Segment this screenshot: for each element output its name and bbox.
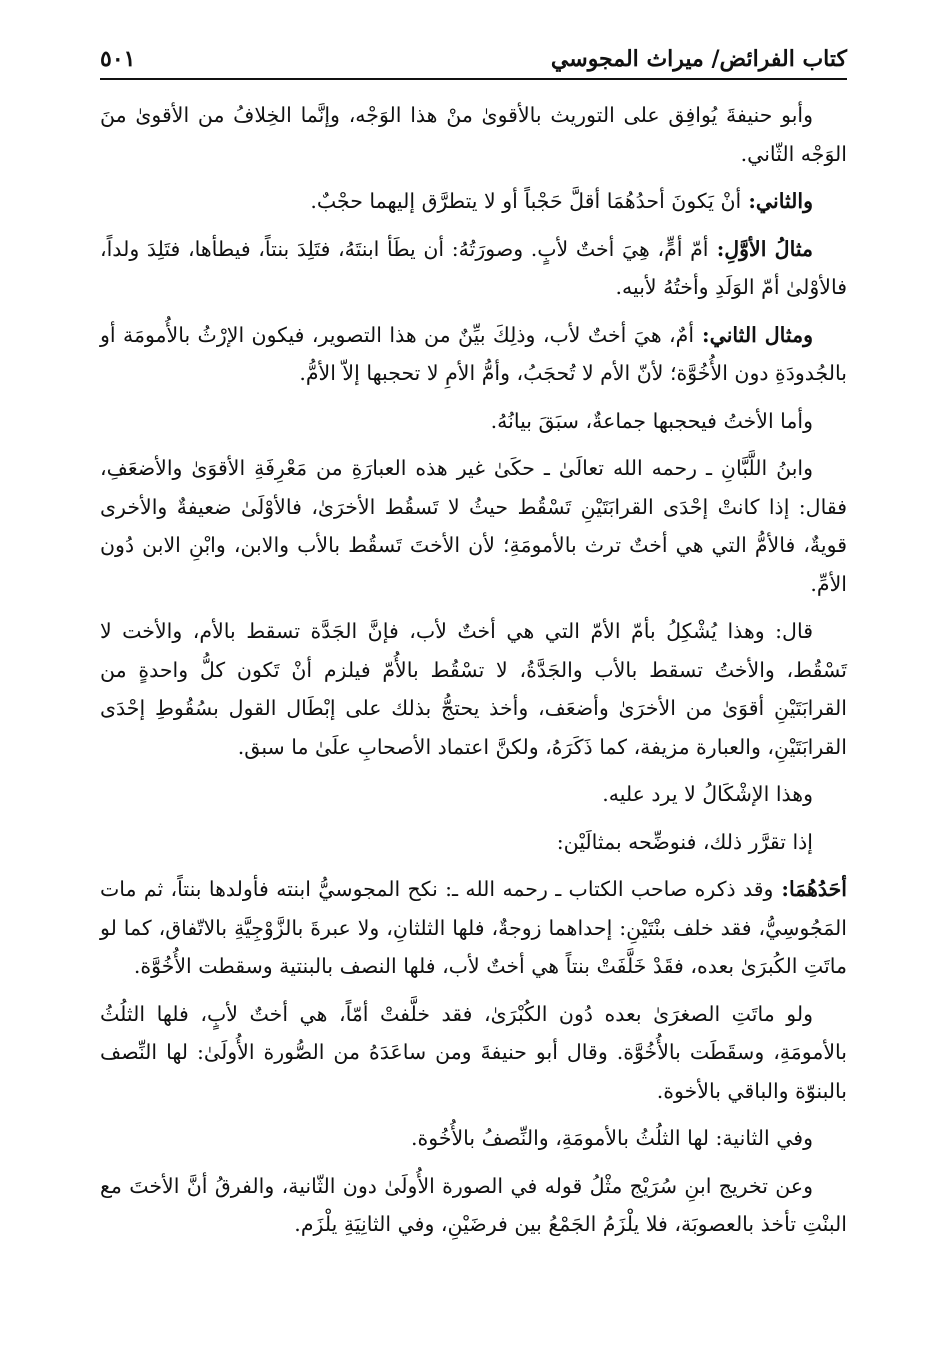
paragraph: [100, 449, 847, 603]
paragraph: [100, 612, 847, 766]
paragraph-text: أمّ أمٍّ، هِيَ أختٌ لأبٍ. وصورَتُهُ: أن يطَأ ابنتَهُ، فتَلِدَ بنتاً، فيطأها، فتَلِدَ ولداً، فالأوْلىٰ أمّ الوَلَدِ وأختُهُ لأبيه.: [100, 236, 847, 299]
paragraph-text: أنْ يَكونَ أحدُهُمَا أقلَّ حَجْباً أو لا يتطرَّق إليهما حجْبٌ.: [310, 189, 742, 213]
paragraph-lead: مثالُ الأوَّلِ:: [708, 236, 813, 261]
paragraph-lead: أحَدُهُمَا:: [773, 877, 847, 901]
paragraph-text: قال: وهذا يُشْكِلُ بأمّ الأمّ التي هي أختٌ لأب، فإنَّ الجَدَّة تسقط بالأم، والأخت لا تَسْقُط، والأختُ تسقط بالأب والجَدَّةُ، لا تسْقُط بالأُمّ فيلزم أنْ تَكون كلُّ واحدةٍ من القرابَتَيْنِ أقوَىٰ من الأخرَىٰ وأضعَف، وأخذ يحتجُّ بذلك على إبْطَال القول بسُقُوطِ إحْدَى القرابَتَيْنِ، والعبارة مزيفة، كما ذَكَرَهُ، ولكنَّ اعتماد الأصحابِ علَىٰ ما سبق.: [100, 619, 847, 759]
paragraph-text: وابنُ اللَّبَّانِ ـ رحمه الله تعالَىٰ ـ حكَىٰ غير هذه العبارَةِ من مَعْرِفَةِ الأقوَىٰ والأضعَفِ، فقال: إذا كانتْ إحْدَى القرابَتَيْنِ تَسْقُط حيثُ لا تَسقُط الأخرَىٰ، فالأوْلَىٰ ضعيفةٌ والأخرى قويةٌ، فالأمُّ التي هي أختٌ ترث بالأمومَةِ؛ لأن الأختَ تَسقُط بالأب والابن، وابْنِ الابن دُون الأمِّ.: [100, 456, 847, 596]
paragraph: [100, 316, 847, 393]
paragraph-lead: ومثال الثاني:: [694, 322, 813, 347]
paragraph: [100, 823, 847, 862]
paragraph-text: وعن تخريج ابنِ سُرَيْج مثْلُ قوله في الصورة الأُولَىٰ دون الثّانية، والفرقُ أنَّ الأختَ مع البنْتِ تأخذ بالعصوبَة، فلا يلْزَمُ الجَمْعُ بين فرضَيْنِ، وفي الثانِيَةِ يلْزَم.: [100, 1173, 847, 1236]
running-title: كتاب الفرائض/ ميراث المجوسي: [550, 46, 847, 72]
paragraph-text: وهذا الإشْكَالُ لا يرد عليه.: [602, 782, 813, 806]
paragraph: [100, 96, 847, 173]
paragraph: [100, 230, 847, 307]
paragraph: [100, 402, 847, 441]
paragraph: [100, 995, 847, 1111]
page-number: ٥٠١: [100, 46, 136, 72]
page-header: [100, 28, 847, 80]
paragraph-text: وقد ذكره صاحب الكتاب ـ رحمه الله ـ: نكح المجوسيُّ ابنته فأولدها بنتاً، ثم مات المَجُوسِيُّ، فقد خلف بنْتَيْنِ: إحداهما زوجةٌ، فلها الثلثانِ، ولا عبرةَ بالزَّوْجِيَّةِ بالاتّفاق، كما لو ماتَتِ الكُبرَىٰ بعده، فقَدْ خَلَّفَتْ بنتاً هي أختٌ لأب، فلها النصف بالبنتية وسقطت الأُخُوَّة.: [100, 877, 848, 978]
paragraph: [100, 1167, 847, 1244]
paragraph: [100, 870, 847, 986]
paragraph-text: إذا تقرَّر ذلك، فنوضِّحه بمثالَيْن:: [556, 829, 813, 854]
paragraph: [100, 775, 847, 814]
paragraph: [100, 182, 847, 221]
paragraph-text: وأما الأختُ فيحجبها جماعةٌ، سبَقَ بيانُهُ.: [490, 408, 813, 433]
paragraph-text: وفي الثانية: لها الثلُثُ بالأمومَةِ، والنِّصفُ بالأُخُوة.: [410, 1126, 813, 1150]
paragraph-text: أمٌ، هيَ أختٌ لأب، وذلِكَ بيِّنٌ من هذا التصوير، فيكون الإرْثُ بالأُمومَة أو بالجُدودَةِ دون الأُخُوَّة؛ لأنّ الأم لا تُحجَبُ، وأمُّ الأمِ لا تحجبها إلاّ الأمُّ.: [100, 322, 847, 385]
paragraph-text: وأبو حنيفةَ يُوافِق على التوريث بالأقوىٰ منْ هذا الوَجْه، وإنَّما الخِلافُ من الأقوىٰ منَ الوَجْه الثّاني.: [100, 103, 847, 166]
paragraph-lead: والثاني:: [741, 189, 813, 213]
paragraph-text: ولو ماتَتِ الصغرَىٰ بعده دُون الكُبْرَىٰ، فقد خلَّفتْ أمّاً، هي أختٌ لأبٍ، فلها الثلُثُ بالأمومَةِ، وسقَطَت بالأُخُوَّة. وقال أبو حنيفةَ ومن ساعَدَهُ من الصُّورة الأُولَىٰ: لها النِّصف بالبنوّة والباقي بالأخوة.: [100, 1001, 847, 1103]
page-body: [100, 96, 847, 1253]
paragraph: [100, 1119, 847, 1158]
